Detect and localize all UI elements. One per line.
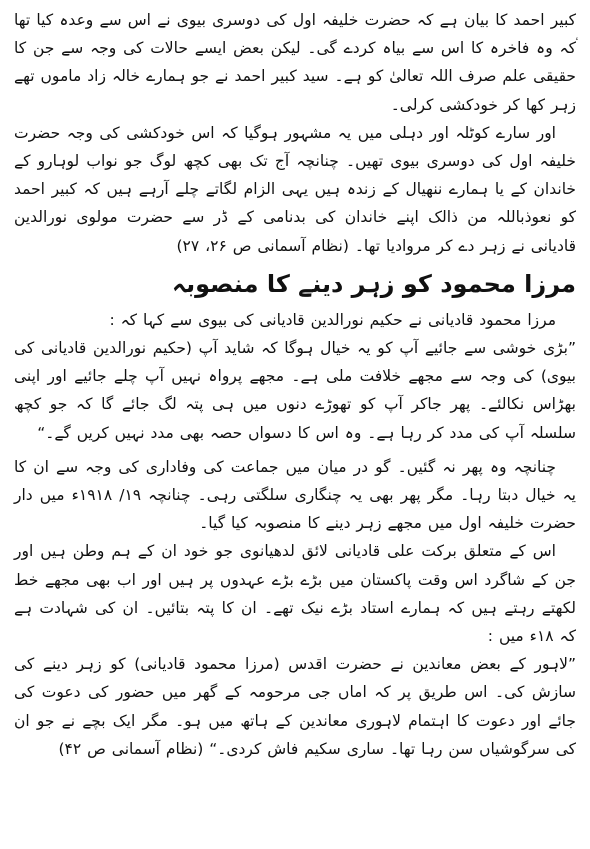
quote-block-2: ”لاہور کے بعض معاندین نے حضرت اقدس (مرزا محمود قادیانی) کو زہر دینے کی سازش کی۔ اس طریق پر کہ اماں جی مرحومہ کے گھر میں حضور کی دعوت کی جائے اور دعوت کا اہتمام لاہوری معاندین کے ہاتھ میں ہو۔ مگر ایک بچے نے جو ان کی سرگوشیاں سن رہا تھا۔ ساری سکیم فاش کردی۔“ (نظام آسمانی ص ۴۲): [14, 655, 576, 758]
paragraph-kabir-ahmad: کبیر احمد کا بیان ہے کہ حضرت خلیفہ اول کی دوسری بیوی نے اس سے وعدہ کیا تھا کہ وہ فاخرہ کا اس سے بیاہ کردے گی۔ لیکن بعض ایسے حالات کی وجہ سے جن کا حقیقی علم صرف اللہ تعالیٰ کو ہے۔ سید کبیر احمد نے جو ہمارے خالہ زاد ماموں تھے زہر کھا کر خودکشی کرلی۔: [14, 11, 576, 114]
section-heading: مرزا محمود کو زہر دینے کا منصوبہ: [172, 269, 576, 298]
paragraph-kotla-delhi: اور سارے کوٹلہ اور دہلی میں یہ مشہور ہوگیا کہ اس خودکشی کی وجہ حضرت خلیفہ اول کی دوسری بیوی تھیں۔ چنانچہ آج تک بھی کچھ لوگ جو نواب لوہارو کے خاندان کے یا ہمارے ننھیال کے زندہ ہیں یہی الزام لگاتے چلے آرہے ہیں کہ کبیر احمد کو نعوذباللہ من ذالک اپنے خاندان کی بدنامی کے ڈر سے حضرت مولوی نورالدین قادیانی نے زہر دے کر مروادیا تھا۔ (نظام آسمانی ص ۲۶، ۲۷): [14, 123, 576, 255]
intro-line: مرزا محمود قادیانی نے حکیم نورالدین قادیانی کی بیوی سے کہا کہ :: [109, 310, 556, 329]
document-page: [14, 6, 576, 844]
paragraph-chunancha: چنانچہ وہ پھر نہ گئیں۔ گو در میان میں جماعت کی وفاداری کی وجہ سے ان کا یہ خیال دبتا رہا۔ مگر پھر بھی یہ چنگاری سلگتی رہی۔ چنانچہ ۱۹/ ۱۹۱۸ء میں دار حضرت خلیفہ اول میں مجھے زہر دینے کا منصوبہ کیا گیا۔: [14, 457, 576, 533]
quote-block-1: ”بڑی خوشی سے جائیے آپ کو یہ خیال ہوگا کہ شاید آپ (حکیم نورالدین قادیانی کی بیوی) کی وجہ سے مجھے خلافت ملی ہے۔ مجھے پرواہ نہیں آپ چلے جائیے اور اپنی بھڑاس نکالئے۔ پھر جاکر آپ کو تھوڑے دنوں میں ہی پتہ لگ جائے گا کہ جو کچھ سلسلہ آپ کی مدد کر رہا ہے۔ وہ اس کا دسواں حصہ بھی مدد نہیں کریں گے۔“: [14, 339, 576, 442]
paragraph-barkat-ali: اس کے متعلق برکت علی قادیانی لائق لدھیانوی جو خود ان کے ہم وطن ہیں اور جن کے شاگرد اس وقت پاکستان میں بڑے بڑے عہدوں پر ہیں اور اب بھی مجھے خط لکھتے رہتے ہیں کہ ہمارے استاد بڑے نیک تھے۔ ان کا پتہ بتائیں۔ ان کی شہادت ہے کہ ۱۸ء میں :: [14, 542, 576, 646]
